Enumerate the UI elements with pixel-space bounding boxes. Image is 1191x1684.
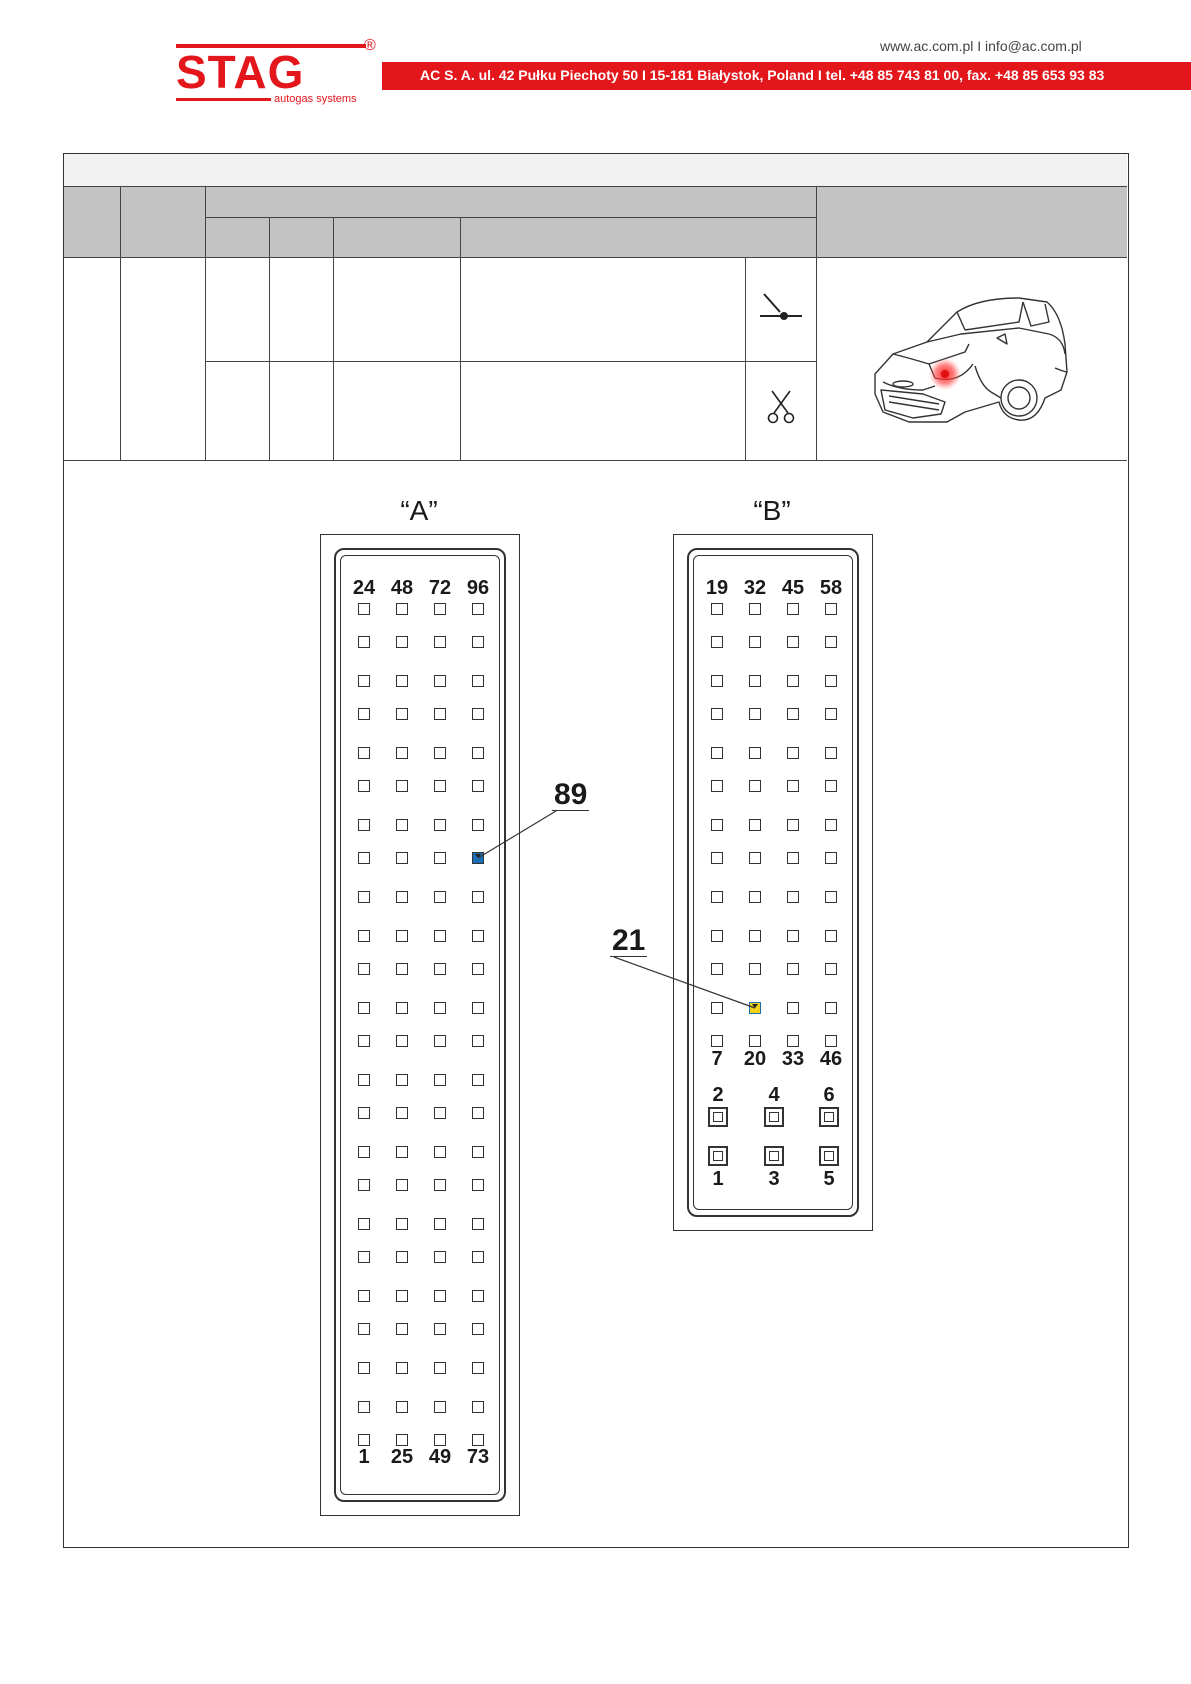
- connector-a-top-number: 48: [390, 577, 414, 599]
- svg-text:STAG: STAG: [176, 46, 305, 98]
- connector-a-bottom-number: 1: [358, 1446, 370, 1468]
- connector-a-top-number: 96: [466, 577, 490, 599]
- connector-b-top-number: 58: [819, 577, 843, 599]
- connector-a-callout: 89: [554, 778, 588, 811]
- connector-b-power-number: 4: [768, 1084, 780, 1106]
- connector-b-power-number: 3: [768, 1168, 780, 1190]
- connector-b-callout: 21: [612, 924, 646, 957]
- website-contact: www.ac.com.pl I info@ac.com.pl: [880, 38, 1082, 54]
- connector-a-top-number: 72: [428, 577, 452, 599]
- connector-b-bottom-number: 20: [743, 1048, 767, 1070]
- connector-b-bottom-number: 7: [711, 1048, 723, 1070]
- connector-a-bottom-number: 49: [428, 1446, 452, 1468]
- connector-b-top-number: 32: [743, 577, 767, 599]
- connector-a-bottom-number: 73: [466, 1446, 490, 1468]
- connector-b-power-number: 5: [823, 1168, 835, 1190]
- connector-b-label: “B”: [753, 495, 791, 526]
- connector-b-power-number: 1: [712, 1168, 724, 1190]
- connector-b-bottom-number: 46: [819, 1048, 843, 1070]
- connector-b-power-number: 2: [712, 1084, 724, 1106]
- connector-a-label: “A”: [400, 495, 438, 526]
- connector-b-bottom-number: 33: [781, 1048, 805, 1070]
- connector-a-top-number: 24: [352, 577, 376, 599]
- connector-a-bottom-number: 25: [390, 1446, 414, 1468]
- connector-b-top-number: 45: [781, 577, 805, 599]
- svg-text:®: ®: [364, 38, 376, 54]
- connector-b-power-number: 6: [823, 1084, 835, 1106]
- connector-b-top-number: 19: [705, 577, 729, 599]
- company-address: AC S. A. ul. 42 Pułku Piechoty 50 I 15-181 Białystok, Poland I tel. +48 85 743 81 00, fax. +48 85 653 93 83: [420, 67, 1105, 83]
- svg-text:autogas systems: autogas systems: [274, 93, 357, 105]
